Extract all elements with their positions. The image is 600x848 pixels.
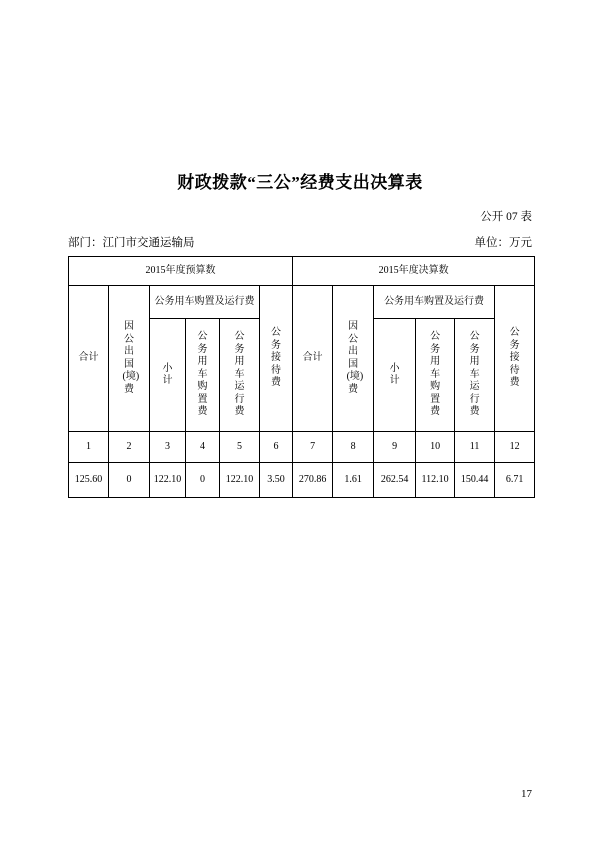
col-header-budget-abroad xyxy=(109,286,150,432)
page-title: 财政拨款“三公”经费支出决算表 xyxy=(177,173,423,192)
number-cell-11: 11 xyxy=(455,432,495,463)
group-header-budget: 2015年度预算数 xyxy=(69,257,293,286)
col-header-budget-vehicle-operation xyxy=(220,319,260,432)
form-code-label: 公开 07 表 xyxy=(480,211,532,223)
number-cell-7: 7 xyxy=(293,432,333,463)
number-cell-5: 5 xyxy=(220,432,260,463)
number-cell-9: 9 xyxy=(374,432,416,463)
department-label: 部门：江门市交通运输局 xyxy=(68,237,195,249)
number-cell-3: 3 xyxy=(150,432,186,463)
data-cell-3: 122.10 xyxy=(150,463,186,498)
table-row-group-headers xyxy=(69,257,535,286)
number-cell-4: 4 xyxy=(186,432,220,463)
number-cell-1: 1 xyxy=(69,432,109,463)
data-cell-9: 262.54 xyxy=(374,463,416,498)
data-cell-11: 150.44 xyxy=(455,463,495,498)
sub-header-budget-vehicle: 公务用车购置及运行费 xyxy=(150,286,260,319)
col-header-final-vehicle-subtotal-text: 小计 xyxy=(389,362,400,386)
col-header-budget-abroad-text: 因公出国(境)费 xyxy=(122,321,140,395)
col-header-budget-reception-text: 公务接待费 xyxy=(271,327,282,389)
col-header-budget-vehicle-operation-text: 公务用车运行费 xyxy=(234,331,245,418)
col-header-budget-vehicle-purchase xyxy=(186,319,220,432)
col-header-final-vehicle-operation xyxy=(455,319,495,432)
col-header-final-abroad-text: 因公出国(境)费 xyxy=(346,321,364,395)
col-header-final-abroad xyxy=(333,286,374,432)
page-number: 17 xyxy=(521,788,532,800)
group-header-final: 2015年度决算数 xyxy=(293,257,535,286)
data-cell-4: 0 xyxy=(186,463,220,498)
col-header-budget-total-text: 合计 xyxy=(78,352,99,364)
sub-header-final-vehicle: 公务用车购置及运行费 xyxy=(374,286,495,319)
data-cell-5: 122.10 xyxy=(220,463,260,498)
col-header-budget-vehicle-subtotal-text: 小计 xyxy=(162,362,173,386)
data-cell-10: 112.10 xyxy=(416,463,455,498)
data-cell-12: 6.71 xyxy=(495,463,535,498)
col-header-final-reception xyxy=(495,286,535,432)
table-row-sub-headers xyxy=(69,286,535,319)
col-header-budget-reception xyxy=(260,286,293,432)
data-cell-7: 270.86 xyxy=(293,463,333,498)
data-cell-6: 3.50 xyxy=(260,463,293,498)
col-header-final-reception-text: 公务接待费 xyxy=(509,327,520,389)
col-header-final-vehicle-purchase-text: 公务用车购置费 xyxy=(430,331,441,418)
number-cell-6: 6 xyxy=(260,432,293,463)
col-header-final-vehicle-purchase xyxy=(416,319,455,432)
col-header-budget-total xyxy=(69,286,109,432)
table-row-data xyxy=(69,463,535,498)
budget-table xyxy=(68,256,535,498)
col-header-final-total xyxy=(293,286,333,432)
data-cell-8: 1.61 xyxy=(333,463,374,498)
col-header-final-vehicle-subtotal xyxy=(374,319,416,432)
number-cell-12: 12 xyxy=(495,432,535,463)
unit-label: 单位：万元 xyxy=(474,237,532,249)
number-cell-8: 8 xyxy=(333,432,374,463)
number-cell-2: 2 xyxy=(109,432,150,463)
col-header-final-vehicle-operation-text: 公务用车运行费 xyxy=(469,331,480,418)
data-cell-1: 125.60 xyxy=(69,463,109,498)
budget-table-wrapper xyxy=(68,256,534,498)
number-cell-10: 10 xyxy=(416,432,455,463)
col-header-budget-vehicle-purchase-text: 公务用车购置费 xyxy=(197,331,208,418)
table-row-numbers xyxy=(69,432,535,463)
col-header-budget-vehicle-subtotal xyxy=(150,319,186,432)
col-header-final-total-text: 合计 xyxy=(302,352,323,364)
data-cell-2: 0 xyxy=(109,463,150,498)
